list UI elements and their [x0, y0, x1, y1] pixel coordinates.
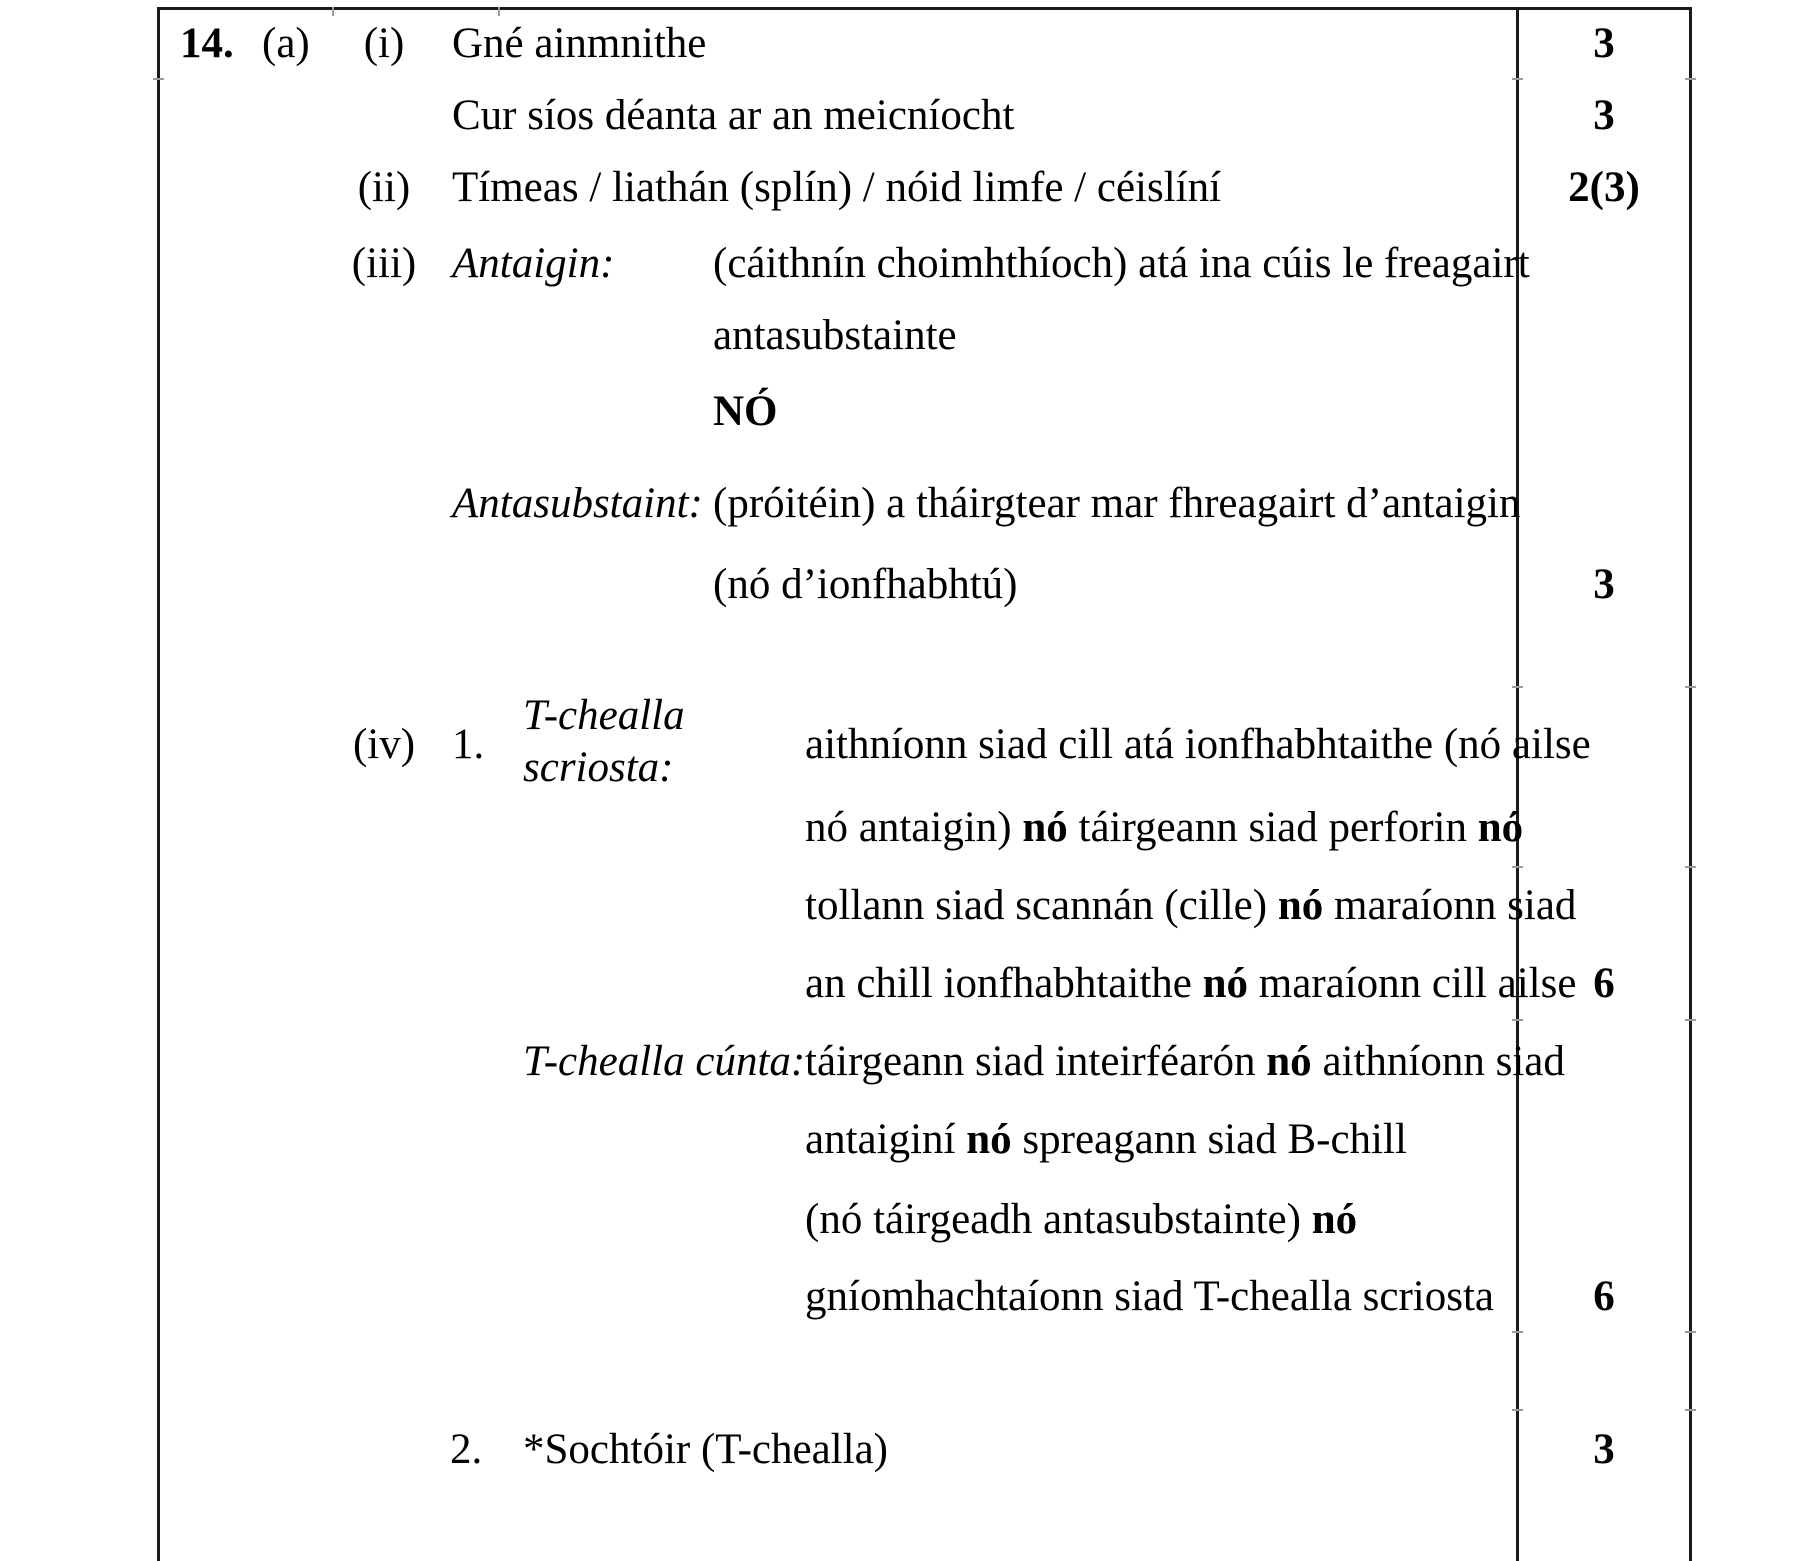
item-ii-line: Tímeas / liathán (splín) / nóid limfe / céislíní: [452, 164, 1222, 211]
table-left-border: [157, 7, 160, 1561]
term-t-chealla-cunta: T-chealla cúnta:: [523, 1038, 806, 1085]
cunta-definition-line-1: [805, 1036, 1565, 1088]
text-segment: nó: [1202, 960, 1249, 1007]
antaigin-definition-line-2: antasubstainte: [713, 312, 957, 359]
grid-tick: [1685, 1409, 1696, 1411]
mark-value: 2(3): [1568, 164, 1640, 211]
grid-tick: [1512, 1331, 1523, 1333]
item-iv-label: (iv): [352, 721, 416, 768]
text-segment: spreagann siad B-chill: [1011, 1116, 1407, 1163]
grid-tick: [1512, 1409, 1523, 1411]
item-ii-label: (ii): [357, 164, 411, 211]
text-segment: nó: [1022, 804, 1068, 851]
antasubstaint-definition-line-1: (próitéin) a tháirgtear mar fhreagairt d’antaigin: [713, 480, 1521, 527]
cunta-definition-line-3: [805, 1194, 1357, 1246]
grid-tick: [498, 7, 500, 16]
text-segment: tollann siad scannán (cille): [805, 882, 1278, 929]
text-segment: táirgeann siad perforin: [1067, 804, 1478, 851]
text-segment: nó: [1311, 1196, 1358, 1243]
term-t-chealla-scriosta-line-2: scriosta:: [523, 744, 674, 791]
part-label: (a): [262, 20, 310, 67]
table-top-border: [157, 7, 1692, 10]
text-segment: maraíonn siad: [1323, 882, 1577, 929]
grid-tick: [1685, 686, 1696, 688]
scriosta-definition-line-1: aithníonn siad cill atá ionfhabhtaithe (nó ailse: [805, 721, 1591, 768]
or-separator: NÓ: [713, 388, 778, 435]
item-i-line-1: Gné ainmnithe: [452, 20, 707, 67]
term-t-chealla-scriosta-line-1: T-chealla: [523, 692, 685, 739]
mark-value: 6: [1593, 960, 1615, 1007]
item-i-label: (i): [363, 20, 405, 67]
text-segment: nó: [1266, 1038, 1312, 1085]
text-segment: nó: [1477, 804, 1524, 851]
text-segment: (nó táirgeadh antasubstainte): [805, 1196, 1312, 1243]
mark-value: 3: [1593, 20, 1615, 67]
cunta-definition-line-2: [805, 1114, 1407, 1166]
grid-tick: [1685, 78, 1696, 80]
mark-value: 3: [1593, 561, 1615, 608]
cunta-definition-line-4: gníomhachtaíonn siad T-chealla scriosta: [805, 1273, 1495, 1320]
text-segment: an chill ionfhabhtaithe: [805, 960, 1203, 1007]
text-segment: antaiginí: [805, 1116, 967, 1163]
text-segment: táirgeann siad inteirféarón: [805, 1038, 1267, 1085]
text-segment: nó: [966, 1116, 1012, 1163]
grid-tick: [153, 78, 164, 80]
mark-value: 3: [1593, 92, 1615, 139]
question-number: 14.: [180, 20, 234, 67]
mark-value: 3: [1593, 1426, 1615, 1473]
text-segment: nó: [1277, 882, 1324, 929]
antaigin-definition-line-1: (cáithnín choimhthíoch) atá ina cúis le freagairt: [713, 240, 1530, 287]
term-antasubstaint: Antasubstaint:: [452, 480, 703, 527]
item-iii-label: (iii): [351, 240, 417, 287]
item-i-line-2: Cur síos déanta ar an meicníocht: [452, 92, 1015, 139]
grid-tick: [1685, 1019, 1696, 1021]
mark-value: 6: [1593, 1273, 1615, 1320]
item-iv-sub-1-label: 1.: [452, 721, 485, 768]
grid-tick: [1512, 78, 1523, 80]
item-iv-sub-2-text: *Sochtóir (T-chealla): [523, 1426, 888, 1473]
grid-tick: [1685, 866, 1696, 868]
antasubstaint-definition-line-2: (nó d’ionfhabhtú): [713, 561, 1018, 608]
text-segment: nó antaigin): [805, 804, 1023, 851]
item-iv-sub-2-label: 2.: [450, 1426, 483, 1473]
grid-tick: [1512, 686, 1523, 688]
scriosta-definition-line-2: [805, 802, 1523, 854]
scriosta-definition-line-4: [805, 958, 1576, 1010]
scriosta-definition-line-3: [805, 880, 1576, 932]
text-segment: maraíonn cill ailse: [1248, 960, 1577, 1007]
text-segment: aithníonn siad: [1311, 1038, 1565, 1085]
grid-tick: [332, 7, 334, 16]
marks-column-right-border: [1689, 7, 1692, 1561]
grid-tick: [1512, 866, 1523, 868]
grid-tick: [1685, 1331, 1696, 1333]
grid-tick: [1512, 1019, 1523, 1021]
term-antaigin: Antaigin:: [452, 240, 615, 287]
